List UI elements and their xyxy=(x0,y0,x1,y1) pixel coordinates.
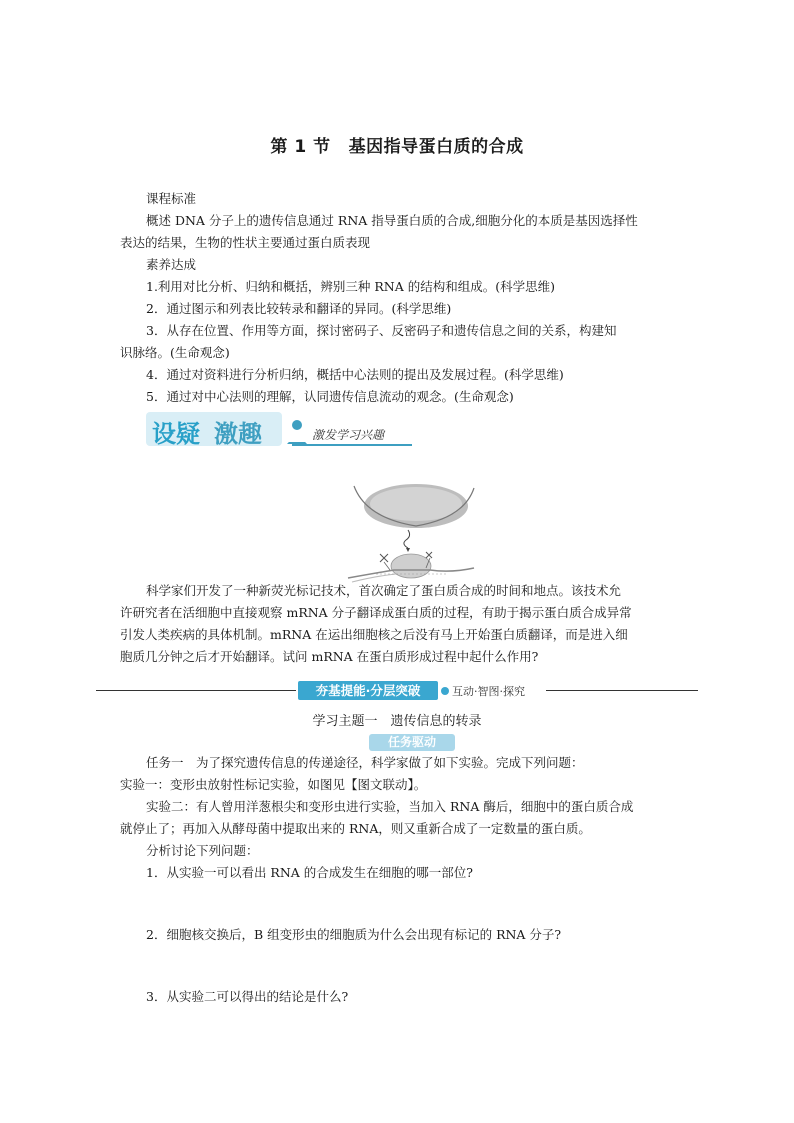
banner-underline xyxy=(292,444,412,446)
task-badge: 任务驱动 xyxy=(369,734,455,751)
banner-box: 夯基提能·分层突破 xyxy=(298,681,438,700)
experiment-2-cont: 就停止了；再加入从酵母菌中提取出来的 RNA，则又重新合成了一定数量的蛋白质。 xyxy=(120,821,591,836)
curriculum-line: 概述 DNA 分子上的遗传信息通过 RNA 指导蛋白质的合成,细胞分化的本质是基因选择性 xyxy=(146,213,638,228)
literacy-item: 5．通过对中心法则的理解，认同遗传信息流动的观念。(生命观念) xyxy=(146,389,514,404)
literacy-item: 4．通过对资料进行分析归纳，概括中心法则的提出及发展过程。(科学思维) xyxy=(146,367,564,382)
banner-extra xyxy=(441,683,525,699)
question-1: 1．从实验一可以看出 RNA 的合成发生在细胞的哪一部位? xyxy=(146,865,473,880)
literacy-item: 2．通过图示和列表比较转录和翻译的异同。(科学思维) xyxy=(146,301,452,316)
literacy-item: 1.利用对比分析、归纳和概括，辨别三种 RNA 的结构和组成。(科学思维) xyxy=(146,279,556,294)
banner-text-1: 设疑 xyxy=(152,420,200,448)
discuss-heading: 分析讨论下列问题： xyxy=(146,843,259,858)
section-number: 第 1 节 xyxy=(270,137,331,157)
banner-layered-breakthrough xyxy=(96,680,698,702)
student-reading-icon xyxy=(284,418,310,446)
literacy-item: 3．从存在位置、作用等方面，探讨密码子、反密码子和遗传信息之间的关系，构建知 xyxy=(146,323,617,338)
task-line: 任务一 为了探究遗传信息的传递途径，科学家做了如下实验。完成下列问题： xyxy=(146,755,584,770)
banner-rule-right xyxy=(546,690,698,691)
curriculum-heading: 课程标准 xyxy=(146,191,197,206)
literacy-item-cont: 识脉络。(生命观念) xyxy=(120,345,230,360)
section-heading: 学习主题一 遗传信息的转录 xyxy=(312,714,482,729)
page-title xyxy=(0,132,794,157)
section-name: 基因指导蛋白质的合成 xyxy=(348,137,524,157)
banner-text-2: 激趣 xyxy=(214,420,262,448)
question-3: 3．从实验二可以得出的结论是什么? xyxy=(146,989,349,1004)
circle-bullet-icon xyxy=(441,687,449,695)
banner-extra-text: 互动·智图·探究 xyxy=(452,685,525,698)
curriculum-line: 表达的结果，生物的性状主要通过蛋白质表现 xyxy=(120,235,371,250)
question-2: 2．细胞核交换后，B 组变形虫的细胞质为什么会出现有标记的 RNA 分子? xyxy=(146,927,562,942)
intro-line: 科学家们开发了一种新荧光标记技术，首次确定了蛋白质合成的时间和地点。该技术允 xyxy=(146,583,622,598)
intro-line: 胞质几分钟之后才开始翻译。试问 mRNA 在蛋白质形成过程中起什么作用? xyxy=(120,649,539,664)
cell-translation-figure xyxy=(346,478,476,584)
banner-spark-interest xyxy=(146,412,414,450)
intro-line: 引发人类疾病的具体机制。mRNA 在运出细胞核之后没有马上开始蛋白质翻译，而是进入细 xyxy=(120,627,628,642)
banner-subtitle: 激发学习兴趣 xyxy=(312,428,385,442)
experiment-1: 实验一：变形虫放射性标记实验，如图见【图文联动】。 xyxy=(120,777,427,792)
experiment-2: 实验二：有人曾用洋葱根尖和变形虫进行实验，当加入 RNA 酶后，细胞中的蛋白质合成 xyxy=(146,799,634,814)
intro-line: 许研究者在活细胞中直接观察 mRNA 分子翻译成蛋白质的过程，有助于揭示蛋白质合成异常 xyxy=(120,605,632,620)
literacy-heading: 素养达成 xyxy=(146,257,197,272)
banner-rule-left xyxy=(96,690,296,691)
